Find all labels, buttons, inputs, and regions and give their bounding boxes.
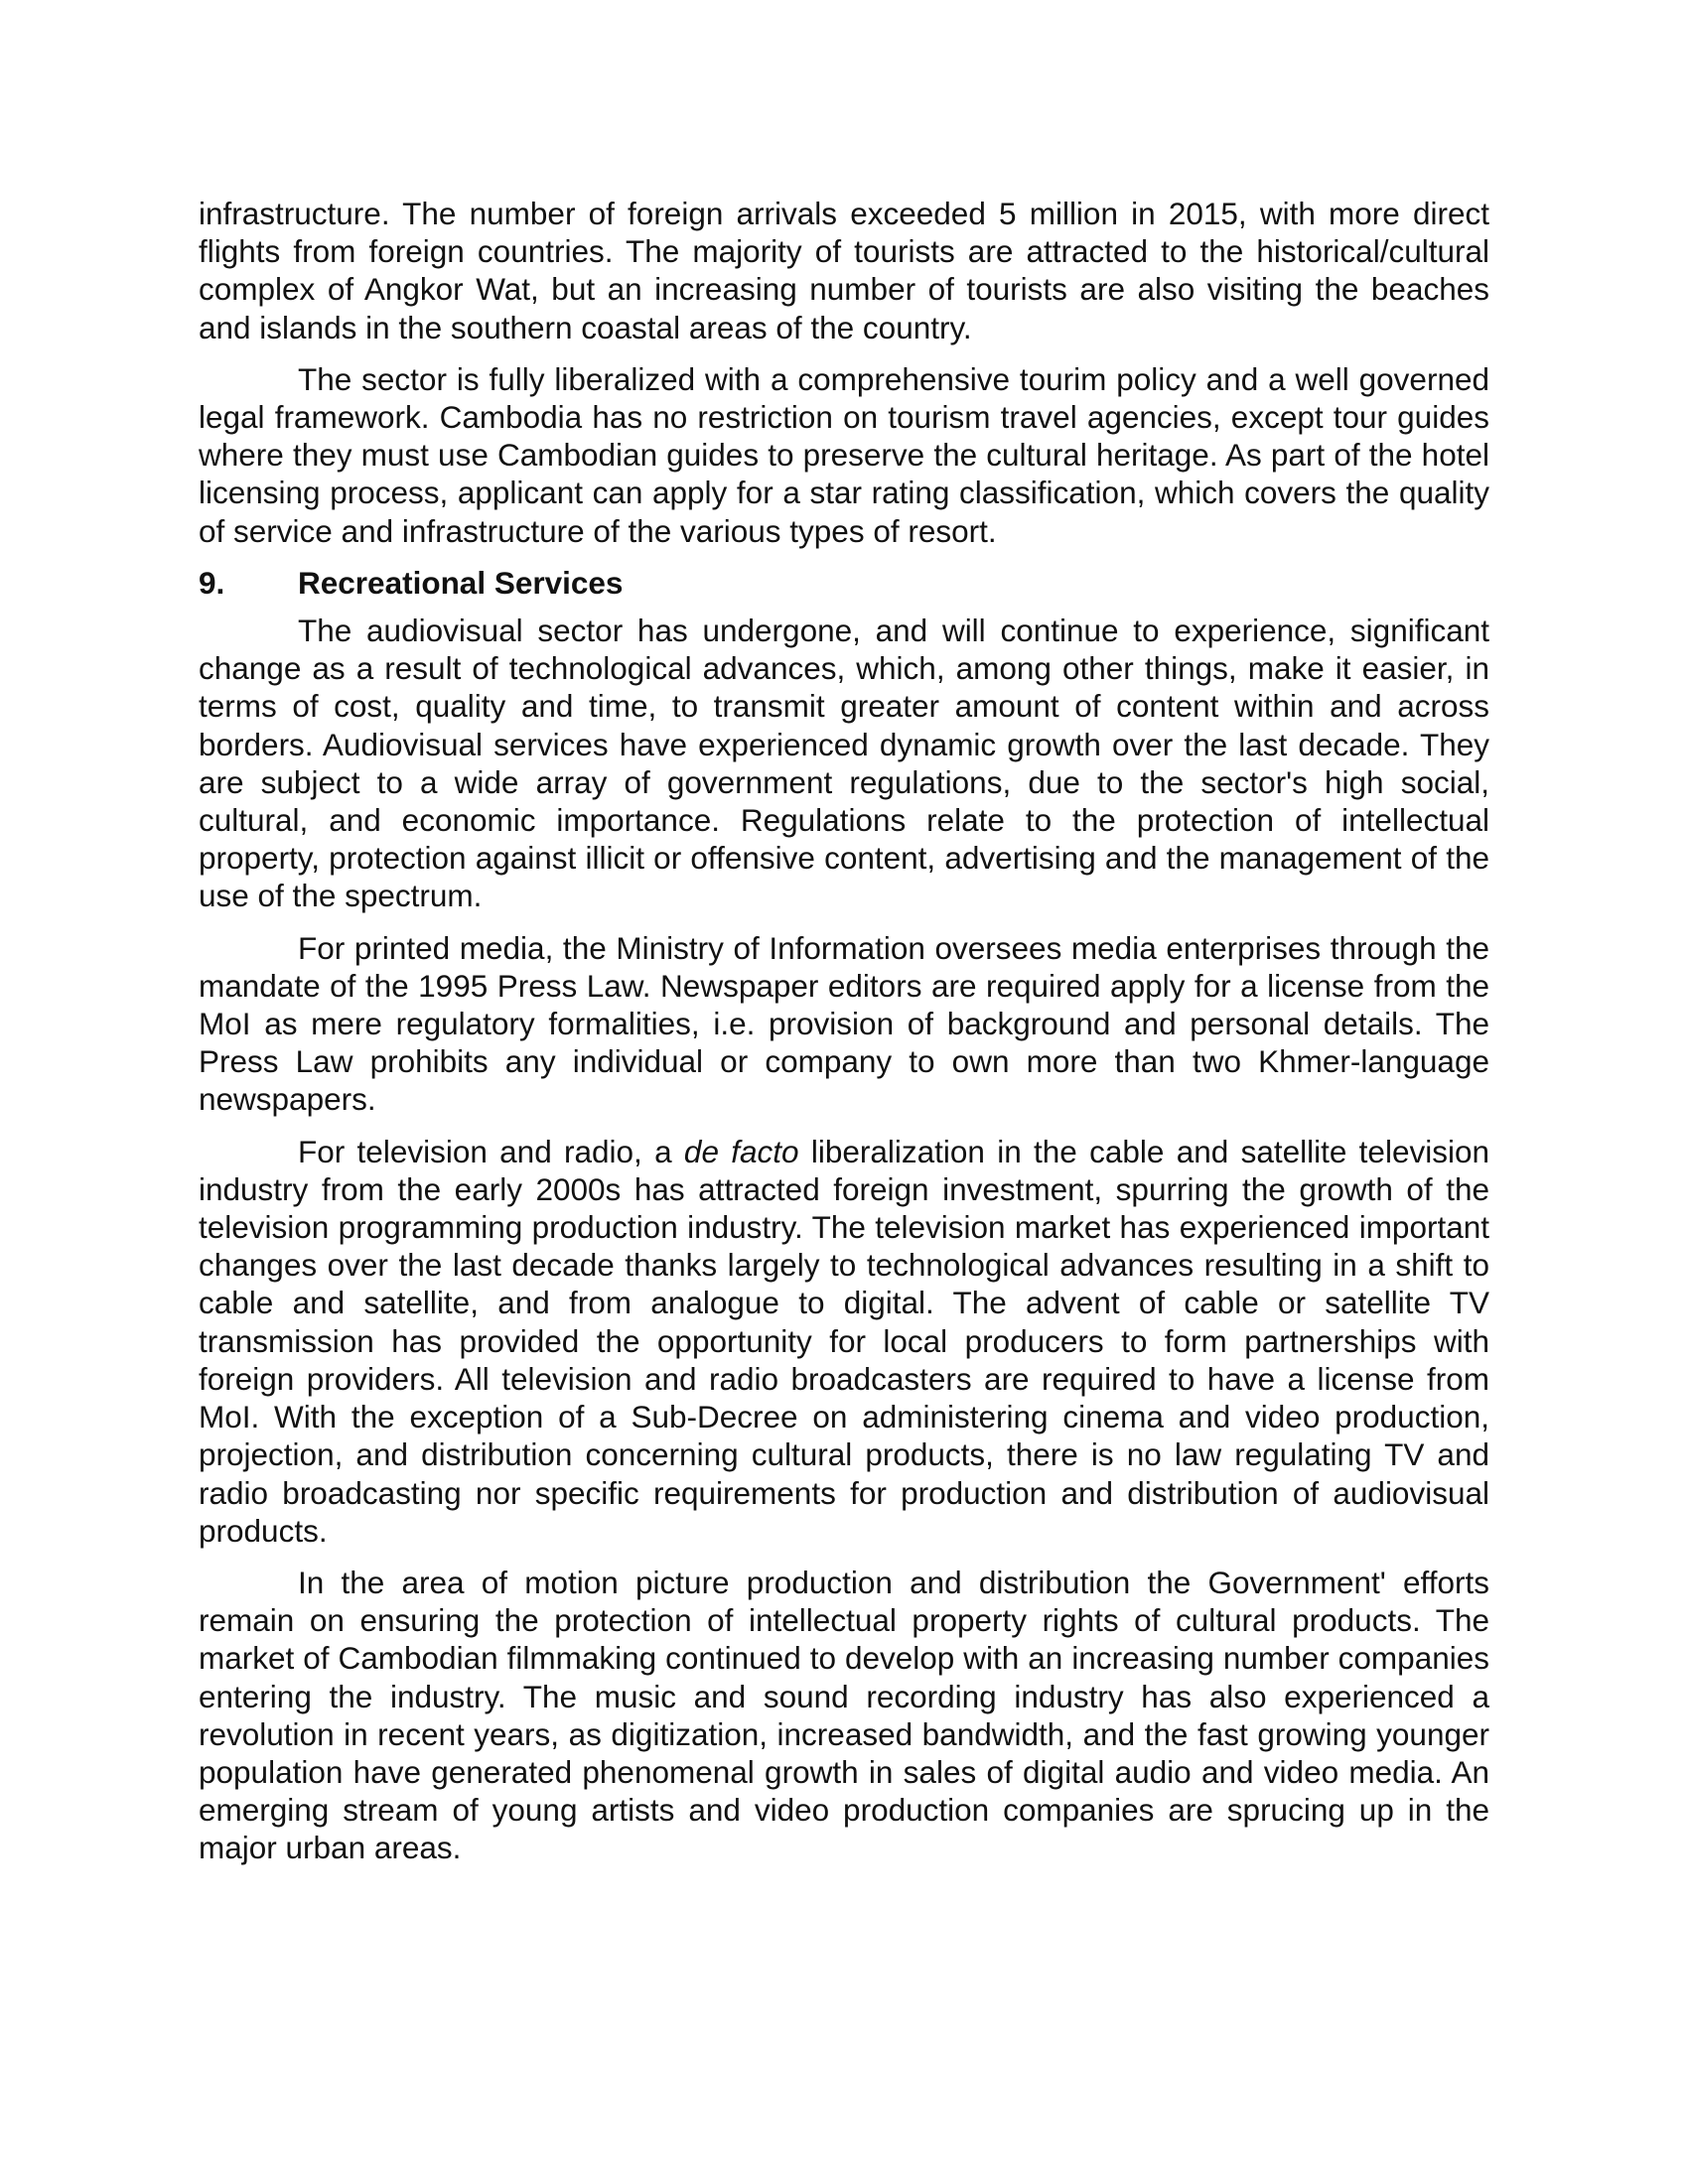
document-page (199, 195, 1489, 1881)
paragraph-television-radio-start: For television and radio, a (298, 1133, 684, 1169)
paragraph-television-radio-rest: liberalization in the cable and satellite television industry from the early 2000s has attracted foreign investment, spurring the growth of the television programming production industry. The television market has experienced important changes over the last decade thanks largely to technological advances resulting in a shift to cable and satellite, and from analogue to digital. The advent of cable or satellite TV transmission has provided the opportunity for local producers to form partnerships with foreign providers. All television and radio broadcasters are required to have a license from MoI. With the exception of a Sub-Decree on administering cinema and video production, projection, and distribution concerning cultural products, there is no law regulating TV and radio broadcasting nor specific requirements for production and distribution of audiovisual products. (199, 1133, 1489, 1549)
paragraph-tourism-arrivals: infrastructure. The number of foreign arrivals exceeded 5 million in 2015, with more direct flights from foreign countries. The majority of tourists are attracted to the historical/cultural complex of Angkor Wat, but an increasing number of tourists are also visiting the beaches and islands in the southern coastal areas of the country. (199, 196, 1489, 345)
paragraph-audiovisual-sector: The audiovisual sector has undergone, and will continue to experience, significant change as a result of technological advances, which, among other things, make it easier, in terms of cost, quality and time, to transmit greater amount of content within and across borders. Audiovisual services have experienced dynamic growth over the last decade. They are subject to a wide array of government regulations, due to the sector's high social, cultural, and economic importance. Regulations relate to the protection of intellectual property, protection against illicit or offensive content, advertising and the management of the use of the spectrum. (199, 613, 1489, 914)
section-heading (199, 564, 1489, 602)
paragraph-tourism-policy: The sector is fully liberalized with a comprehensive tourim policy and a well governed legal framework. Cambodia has no restriction on tourism travel agencies, except tour guides where they must use Cambodian guides to preserve the cultural heritage. As part of the hotel licensing process, applicant can apply for a star rating classification, which covers the quality of service and infrastructure of the various types of resort. (199, 360, 1489, 549)
paragraph-television-radio-italic: de facto (683, 1133, 799, 1169)
section-number: 9. (199, 564, 225, 601)
paragraph-printed-media: For printed media, the Ministry of Information oversees media enterprises through the mandate of the 1995 Press Law. Newspaper editors are required apply for a license from the MoI as mere regulatory formalities, i.e. provision of background and personal details. The Press Law prohibits any individual or company to own more than two Khmer-language newspapers. (199, 929, 1489, 1118)
section-title: Recreational Services (298, 564, 624, 601)
paragraph-television-radio (199, 1133, 1489, 1550)
paragraph-motion-picture: In the area of motion picture production and distribution the Government' efforts remain on ensuring the protection of intellectual property rights of cultural products. The market of Cambodian filmmaking continued to develop with an increasing number companies entering the industry. The music and sound recording industry has also experienced a revolution in recent years, as digitization, increased bandwidth, and the fast growing younger population have generated phenomenal growth in sales of digital audio and video media. An emerging stream of young artists and video production companies are sprucing up in the major urban areas. (199, 1564, 1489, 1866)
